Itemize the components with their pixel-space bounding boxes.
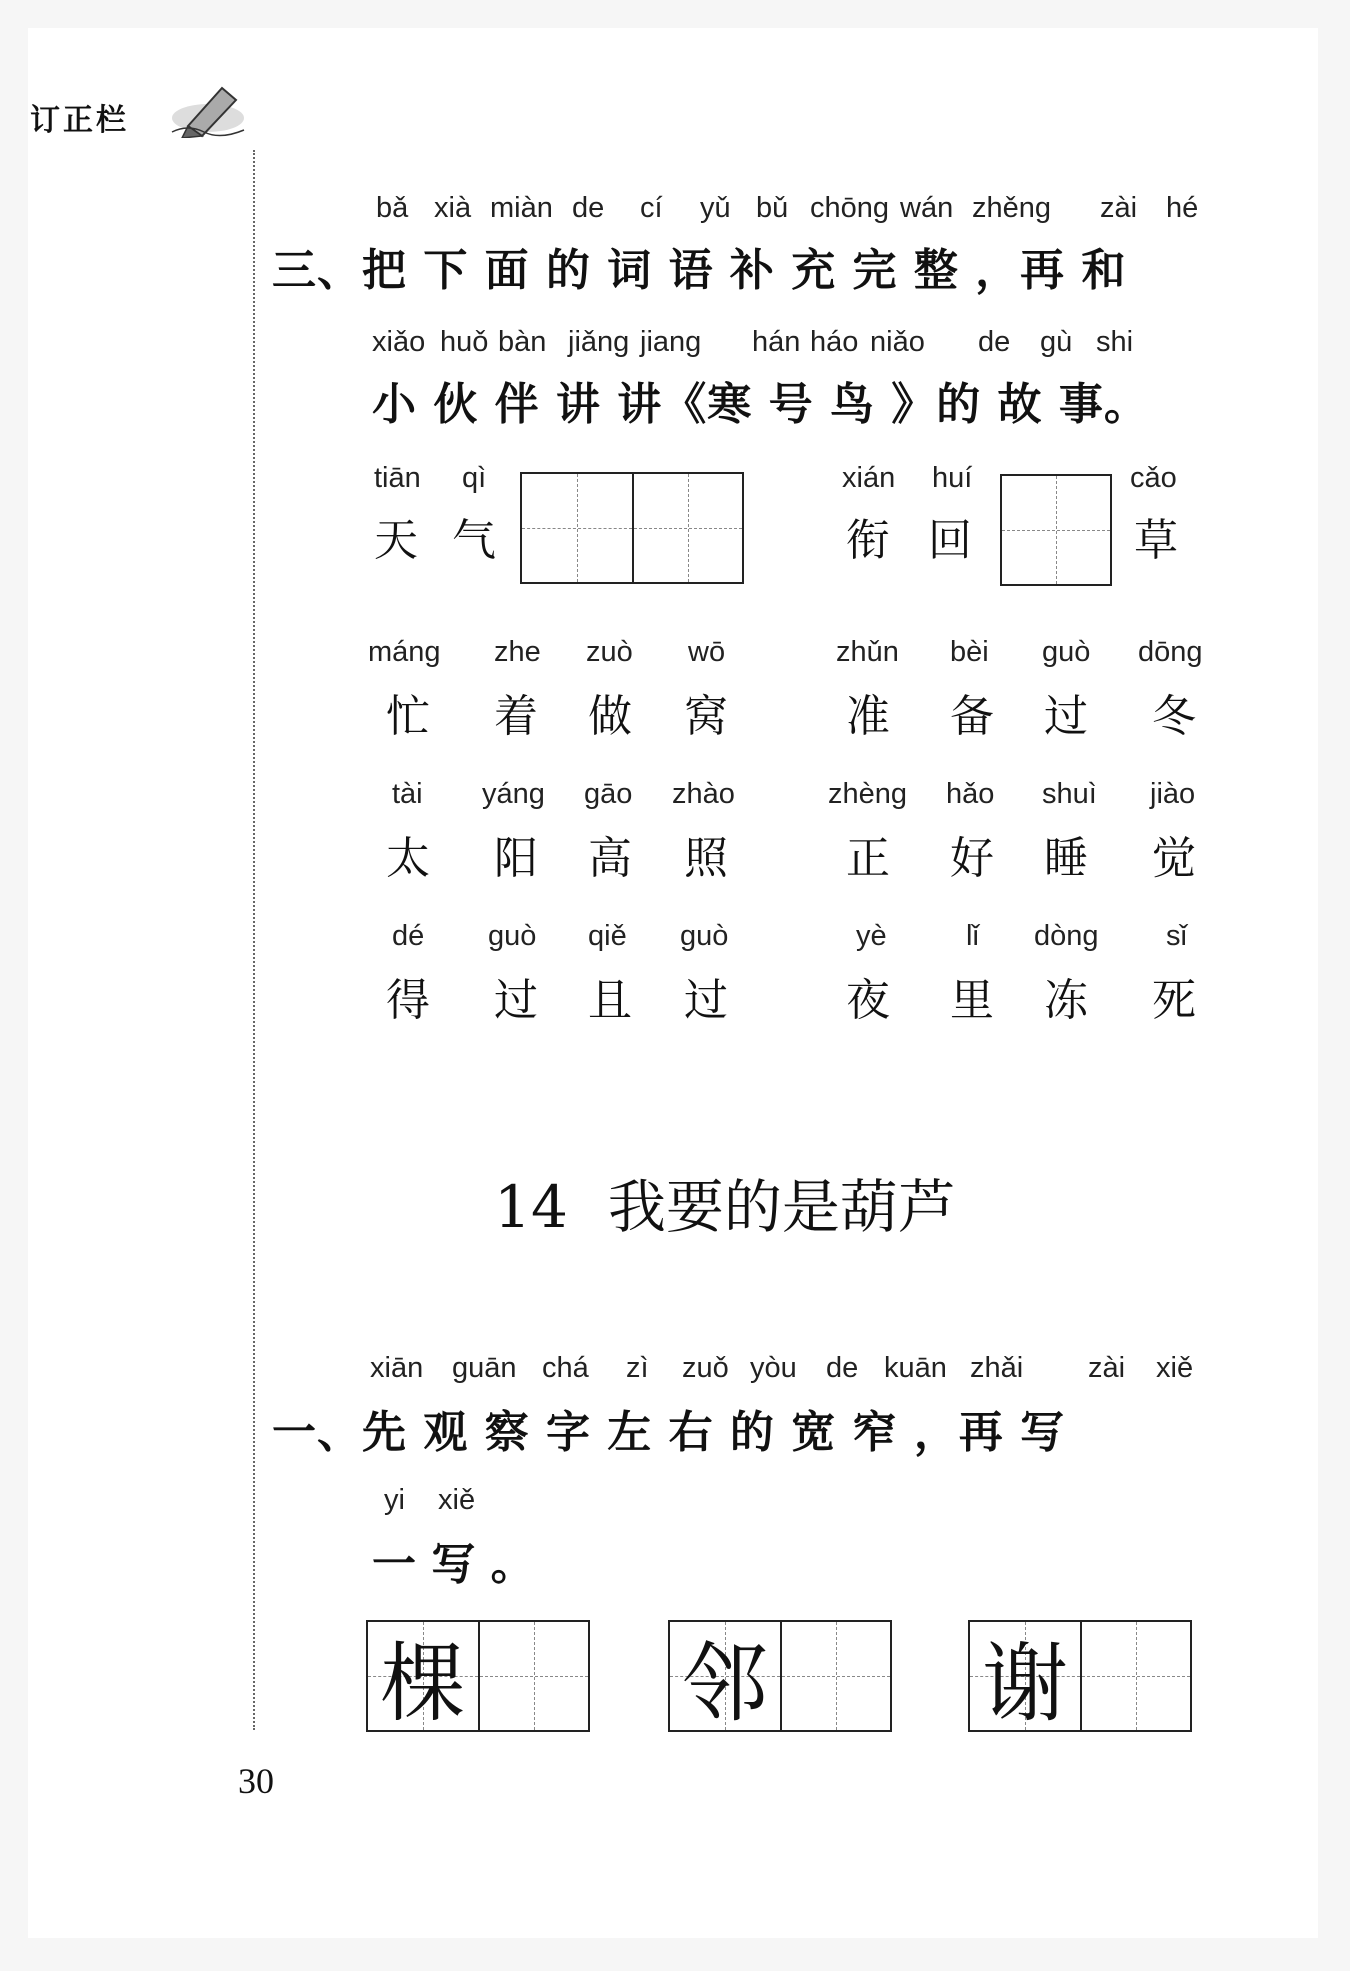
pinyin: guò [1042,636,1091,668]
hanzi: 阳 [494,833,538,884]
pinyin: shi [1096,326,1134,358]
pinyin: cǎo [1130,462,1177,494]
pinyin: de [572,192,605,224]
pinyin: huǒ [440,326,489,358]
pinyin: chōng [810,192,890,224]
grid-cell[interactable] [1002,476,1110,584]
hanzi: 觉 [1152,833,1196,884]
pinyin: xiě [438,1484,476,1516]
hanzi: 夜 [846,975,890,1026]
pinyin: zì [626,1352,649,1384]
pinyin: cí [640,192,663,224]
grid-cell-practice[interactable] [780,1622,890,1730]
hanzi: 着 [494,691,538,742]
hanzi: 窝 [684,691,728,742]
grid-cell-sample [368,1622,478,1734]
section1-instruction: 一、先 观 察 字 左 右 的 宽 窄 ，再 写 [272,1407,1066,1458]
hanzi: 得 [386,975,430,1026]
lesson-number: 14 [494,1173,568,1241]
pinyin: xiān [370,1352,424,1384]
sample-char: 邻 [682,1634,768,1734]
section3-instruction: 三、把 下 面 的 词 语 补 充 完 整 ，再 和 [272,245,1127,296]
pinyin: hé [1166,192,1199,224]
hanzi: 好 [950,833,994,884]
pinyin: kuān [884,1352,947,1384]
grid-cell-practice[interactable] [478,1622,588,1730]
hanzi: 草 [1134,515,1178,566]
hanzi: 气 [452,515,496,566]
hanzi: 准 [846,691,890,742]
pinyin: yè [856,920,887,952]
pinyin: chá [542,1352,589,1384]
pinyin: bǔ [756,192,789,224]
pinyin: de [978,326,1011,358]
grid-cell[interactable] [522,474,632,582]
pinyin: yi [384,1484,405,1516]
pinyin: tài [392,778,423,810]
grid-cell-practice[interactable] [1080,1622,1190,1730]
pinyin: zuò [586,636,633,668]
pinyin: dòng [1034,920,1099,952]
hanzi: 过 [494,975,538,1026]
lesson-title: 我要的是葫芦 [607,1173,956,1241]
correction-column-title: 订正栏 [30,103,129,138]
pinyin: bǎ [376,192,409,224]
writing-grid-3[interactable] [968,1620,1192,1732]
hanzi: 正 [846,833,890,884]
pinyin: xià [434,192,472,224]
pinyin: wán [900,192,954,224]
section3-instruction-cont: 小 伙 伴 讲 讲《寒 号 鸟 》的 故 事。 [372,379,1149,430]
pinyin: zài [1100,192,1138,224]
grid-cell-sample [970,1622,1080,1734]
pinyin: miàn [490,192,553,224]
pinyin: hán [752,326,801,358]
pinyin: guò [680,920,729,952]
writing-grid-1[interactable] [366,1620,590,1732]
answer-grid[interactable] [520,472,744,584]
hanzi: 冬 [1152,691,1196,742]
pinyin: máng [368,636,441,668]
grid-cell[interactable] [632,474,742,582]
pinyin: de [826,1352,859,1384]
hanzi: 高 [588,833,632,884]
hanzi: 衔 [846,515,890,566]
pinyin: jiào [1150,778,1196,810]
hanzi: 冻 [1044,975,1088,1026]
pinyin: gāo [584,778,633,810]
pinyin: bèi [950,636,989,668]
answer-grid[interactable] [1000,474,1112,586]
pinyin: zhǎi [970,1352,1024,1384]
pinyin: bàn [498,326,547,358]
pinyin: xián [842,462,896,494]
correction-column-divider [253,150,255,1730]
pinyin: qì [462,462,487,494]
pinyin: gù [1040,326,1073,358]
pinyin: qiě [588,920,627,952]
pinyin: sǐ [1166,920,1187,952]
pinyin: zài [1088,1352,1126,1384]
pinyin: háo [810,326,859,358]
pinyin: wō [688,636,726,668]
hanzi: 里 [950,975,994,1026]
pinyin: dōng [1138,636,1203,668]
hanzi: 回 [928,515,972,566]
pinyin: yáng [482,778,545,810]
pinyin: jiǎng [568,326,630,358]
grid-cell-sample [670,1622,780,1734]
pinyin: tiān [374,462,421,494]
pinyin: yǔ [700,192,731,224]
pinyin: jiang [640,326,702,358]
pinyin: huí [932,462,973,494]
section1-instruction-cont: 一 写 。 [372,1539,535,1590]
hanzi: 过 [684,975,728,1026]
hanzi: 照 [684,833,728,884]
pinyin: shuì [1042,778,1097,810]
hanzi: 且 [588,975,632,1026]
page-number: 30 [238,1761,274,1801]
pinyin: dé [392,920,425,952]
hanzi: 过 [1044,691,1088,742]
pinyin: hǎo [946,778,995,810]
hanzi: 死 [1152,975,1196,1026]
hanzi: 睡 [1044,833,1088,884]
lesson-heading [0,1160,1350,1244]
pinyin: zhǔn [836,636,899,668]
pencil-icon [168,78,248,138]
pinyin: zuǒ [682,1352,729,1384]
pinyin: zhěng [972,192,1052,224]
pinyin: zhèng [828,778,908,810]
hanzi: 太 [386,833,430,884]
pinyin: guān [452,1352,517,1384]
sample-char: 谢 [982,1634,1068,1734]
pinyin: xiě [1156,1352,1194,1384]
pinyin: zhe [494,636,541,668]
hanzi: 备 [950,691,994,742]
pinyin: lǐ [966,920,979,952]
writing-grid-2[interactable] [668,1620,892,1732]
pinyin: yòu [750,1352,797,1384]
pinyin: guò [488,920,537,952]
pinyin: xiǎo [372,326,426,358]
hanzi: 做 [588,691,632,742]
hanzi: 天 [374,515,418,566]
pinyin: zhào [672,778,735,810]
sample-char: 棵 [380,1634,466,1734]
pinyin: niǎo [870,326,925,358]
hanzi: 忙 [386,691,430,742]
